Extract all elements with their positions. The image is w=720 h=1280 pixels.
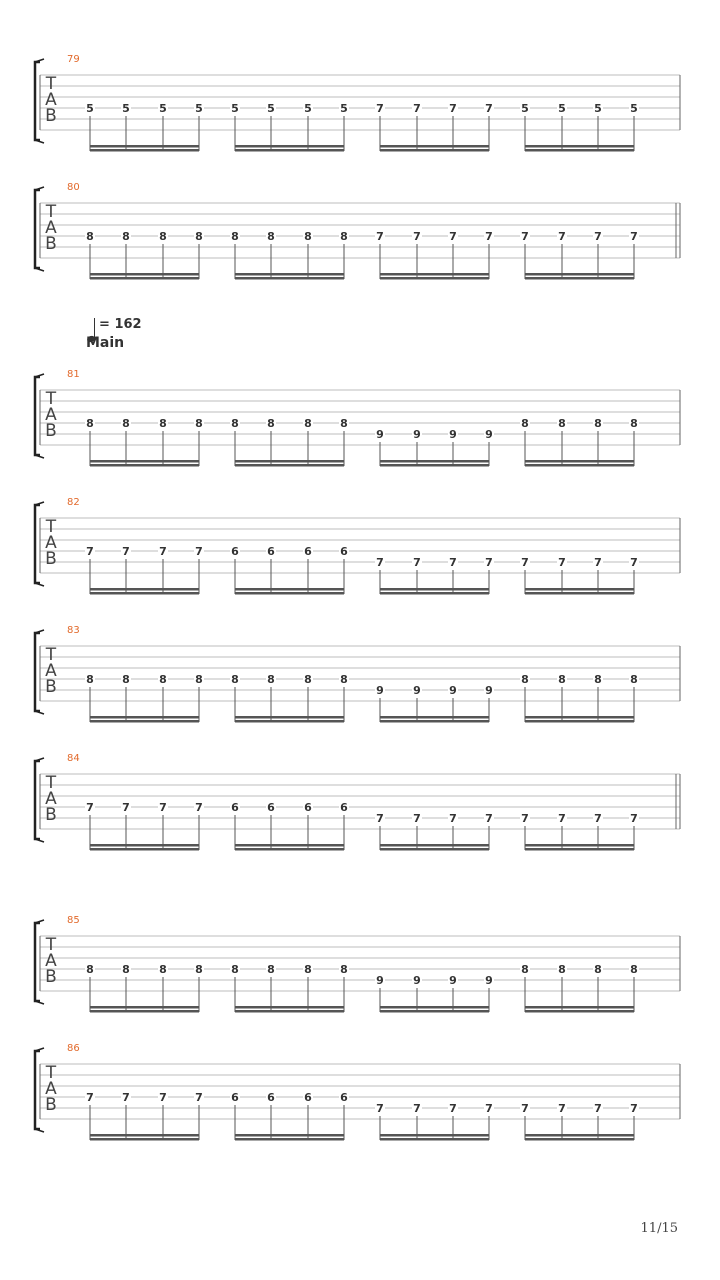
tab-clef-letter: A bbox=[45, 1079, 57, 1099]
fret-number: 7 bbox=[86, 545, 94, 558]
fret-number: 7 bbox=[413, 230, 421, 243]
beam-secondary bbox=[525, 277, 634, 280]
beam-secondary bbox=[235, 464, 344, 467]
fret-number: 7 bbox=[449, 1102, 457, 1115]
beam-primary bbox=[380, 588, 489, 591]
fret-number: 5 bbox=[267, 102, 275, 115]
beam-secondary bbox=[525, 149, 634, 152]
fret-number: 8 bbox=[86, 963, 94, 976]
fret-number: 6 bbox=[304, 1091, 312, 1104]
fret-number: 8 bbox=[122, 963, 130, 976]
fret-number: 5 bbox=[86, 102, 94, 115]
tab-system bbox=[35, 182, 680, 280]
beam-primary bbox=[235, 145, 344, 148]
beam-primary bbox=[525, 716, 634, 719]
fret-number: 8 bbox=[267, 230, 275, 243]
tab-system bbox=[35, 753, 680, 851]
fret-number: 8 bbox=[86, 417, 94, 430]
fret-number: 7 bbox=[122, 1091, 130, 1104]
tab-clef-letter: A bbox=[45, 951, 57, 971]
fret-number: 8 bbox=[86, 230, 94, 243]
fret-number: 7 bbox=[521, 230, 529, 243]
fret-number: 5 bbox=[594, 102, 602, 115]
fret-number: 7 bbox=[558, 556, 566, 569]
beam-secondary bbox=[525, 464, 634, 467]
fret-number: 5 bbox=[231, 102, 239, 115]
beam-secondary bbox=[90, 848, 199, 851]
beam-primary bbox=[90, 460, 199, 463]
fret-number: 7 bbox=[521, 812, 529, 825]
fret-number: 7 bbox=[521, 1102, 529, 1115]
fret-number: 7 bbox=[594, 1102, 602, 1115]
fret-number: 7 bbox=[376, 556, 384, 569]
beam-secondary bbox=[235, 149, 344, 152]
fret-number: 6 bbox=[340, 1091, 348, 1104]
fret-number: 8 bbox=[231, 673, 239, 686]
beam-primary bbox=[380, 460, 489, 463]
tab-clef-letter: B bbox=[45, 677, 57, 697]
tab-clef-letter: A bbox=[45, 661, 57, 681]
beam-secondary bbox=[525, 1138, 634, 1141]
beam-secondary bbox=[380, 592, 489, 595]
fret-number: 8 bbox=[630, 417, 638, 430]
fret-number: 8 bbox=[304, 673, 312, 686]
fret-number: 8 bbox=[231, 230, 239, 243]
beam-primary bbox=[380, 145, 489, 148]
fret-number: 8 bbox=[267, 963, 275, 976]
fret-number: 9 bbox=[376, 974, 384, 987]
fret-number: 7 bbox=[558, 230, 566, 243]
fret-number: 8 bbox=[304, 417, 312, 430]
measure-number: 83 bbox=[67, 625, 80, 636]
beam-primary bbox=[380, 844, 489, 847]
measure-number: 85 bbox=[67, 915, 80, 926]
fret-number: 8 bbox=[594, 963, 602, 976]
fret-number: 8 bbox=[558, 673, 566, 686]
tempo-bpm: 162 bbox=[114, 317, 142, 332]
tab-clef-letter: B bbox=[45, 805, 57, 825]
tab-clef-letter: T bbox=[45, 517, 57, 537]
tab-system bbox=[35, 625, 680, 723]
fret-number: 7 bbox=[413, 102, 421, 115]
fret-number: 6 bbox=[267, 801, 275, 814]
beam-primary bbox=[235, 588, 344, 591]
fret-number: 7 bbox=[485, 1102, 493, 1115]
fret-number: 8 bbox=[630, 963, 638, 976]
tab-clef-letter: B bbox=[45, 1095, 57, 1115]
system-bracket bbox=[35, 1051, 40, 1129]
beam-secondary bbox=[235, 277, 344, 280]
beam-secondary bbox=[235, 720, 344, 723]
fret-number: 9 bbox=[485, 684, 493, 697]
fret-number: 7 bbox=[449, 230, 457, 243]
tab-clef-letter: B bbox=[45, 967, 57, 987]
fret-number: 9 bbox=[413, 974, 421, 987]
tab-clef-letter: B bbox=[45, 549, 57, 569]
beam-secondary bbox=[380, 277, 489, 280]
fret-number: 7 bbox=[86, 1091, 94, 1104]
fret-number: 5 bbox=[195, 102, 203, 115]
fret-number: 8 bbox=[195, 963, 203, 976]
fret-number: 9 bbox=[413, 428, 421, 441]
fret-number: 6 bbox=[304, 801, 312, 814]
measure-number: 81 bbox=[67, 369, 80, 380]
fret-number: 7 bbox=[485, 812, 493, 825]
fret-number: 8 bbox=[159, 230, 167, 243]
beam-secondary bbox=[380, 1010, 489, 1013]
beam-secondary bbox=[90, 720, 199, 723]
tab-clef-letter: T bbox=[45, 202, 57, 222]
fret-number: 7 bbox=[413, 556, 421, 569]
tab-system bbox=[35, 915, 680, 1013]
beam-secondary bbox=[525, 848, 634, 851]
fret-number: 7 bbox=[122, 801, 130, 814]
fret-number: 8 bbox=[340, 673, 348, 686]
fret-number: 9 bbox=[449, 684, 457, 697]
tab-clef-letter: A bbox=[45, 533, 57, 553]
fret-number: 7 bbox=[159, 801, 167, 814]
fret-number: 5 bbox=[304, 102, 312, 115]
fret-number: 9 bbox=[376, 428, 384, 441]
fret-number: 7 bbox=[449, 556, 457, 569]
fret-number: 7 bbox=[376, 812, 384, 825]
fret-number: 7 bbox=[485, 102, 493, 115]
fret-number: 7 bbox=[86, 801, 94, 814]
fret-number: 7 bbox=[376, 230, 384, 243]
tab-clef-letter: T bbox=[45, 773, 57, 793]
beam-secondary bbox=[235, 848, 344, 851]
beam-primary bbox=[525, 844, 634, 847]
system-bracket bbox=[35, 62, 40, 140]
fret-number: 7 bbox=[413, 812, 421, 825]
beam-secondary bbox=[90, 1138, 199, 1141]
fret-number: 7 bbox=[630, 1102, 638, 1115]
beam-primary bbox=[235, 273, 344, 276]
beam-secondary bbox=[90, 464, 199, 467]
beam-secondary bbox=[380, 848, 489, 851]
tab-clef-letter: T bbox=[45, 1063, 57, 1083]
fret-number: 5 bbox=[630, 102, 638, 115]
fret-number: 7 bbox=[449, 812, 457, 825]
fret-number: 9 bbox=[376, 684, 384, 697]
beam-secondary bbox=[90, 277, 199, 280]
fret-number: 8 bbox=[521, 417, 529, 430]
page-number: 11/15 bbox=[640, 1221, 678, 1236]
tab-clef-letter: B bbox=[45, 106, 57, 126]
fret-number: 8 bbox=[122, 673, 130, 686]
fret-number: 7 bbox=[630, 230, 638, 243]
fret-number: 8 bbox=[594, 673, 602, 686]
fret-number: 8 bbox=[195, 673, 203, 686]
measure-number: 84 bbox=[67, 753, 80, 764]
fret-number: 8 bbox=[122, 230, 130, 243]
fret-number: 8 bbox=[340, 230, 348, 243]
beam-secondary bbox=[90, 149, 199, 152]
fret-number: 6 bbox=[267, 1091, 275, 1104]
beam-primary bbox=[380, 1006, 489, 1009]
beam-primary bbox=[235, 844, 344, 847]
fret-number: 6 bbox=[304, 545, 312, 558]
tab-clef-letter: B bbox=[45, 421, 57, 441]
fret-number: 8 bbox=[340, 417, 348, 430]
beam-primary bbox=[90, 273, 199, 276]
fret-number: 7 bbox=[159, 1091, 167, 1104]
fret-number: 7 bbox=[485, 556, 493, 569]
fret-number: 7 bbox=[122, 545, 130, 558]
tab-clef-letter: A bbox=[45, 789, 57, 809]
fret-number: 7 bbox=[376, 1102, 384, 1115]
fret-number: 6 bbox=[340, 801, 348, 814]
fret-number: 7 bbox=[159, 545, 167, 558]
beam-secondary bbox=[90, 1010, 199, 1013]
fret-number: 7 bbox=[449, 102, 457, 115]
fret-number: 8 bbox=[195, 230, 203, 243]
fret-number: 5 bbox=[340, 102, 348, 115]
fret-number: 8 bbox=[521, 673, 529, 686]
tab-clef-letter: T bbox=[45, 389, 57, 409]
fret-number: 8 bbox=[159, 963, 167, 976]
fret-number: 7 bbox=[558, 812, 566, 825]
beam-primary bbox=[90, 588, 199, 591]
fret-number: 8 bbox=[594, 417, 602, 430]
beam-primary bbox=[90, 145, 199, 148]
fret-number: 8 bbox=[558, 963, 566, 976]
beam-primary bbox=[380, 1134, 489, 1137]
fret-number: 7 bbox=[594, 812, 602, 825]
beam-secondary bbox=[525, 592, 634, 595]
tab-system bbox=[35, 54, 680, 152]
fret-number: 8 bbox=[267, 417, 275, 430]
fret-number: 6 bbox=[231, 1091, 239, 1104]
fret-number: 7 bbox=[413, 1102, 421, 1115]
fret-number: 6 bbox=[340, 545, 348, 558]
fret-number: 9 bbox=[485, 428, 493, 441]
beam-primary bbox=[525, 588, 634, 591]
beam-primary bbox=[90, 716, 199, 719]
fret-number: 7 bbox=[376, 102, 384, 115]
fret-number: 8 bbox=[86, 673, 94, 686]
beam-primary bbox=[525, 1134, 634, 1137]
fret-number: 6 bbox=[267, 545, 275, 558]
fret-number: 7 bbox=[594, 556, 602, 569]
fret-number: 7 bbox=[195, 545, 203, 558]
fret-number: 5 bbox=[558, 102, 566, 115]
beam-secondary bbox=[380, 1138, 489, 1141]
fret-number: 8 bbox=[159, 673, 167, 686]
fret-number: 8 bbox=[122, 417, 130, 430]
fret-number: 6 bbox=[231, 801, 239, 814]
beam-secondary bbox=[235, 1138, 344, 1141]
fret-number: 5 bbox=[521, 102, 529, 115]
fret-number: 7 bbox=[630, 812, 638, 825]
beam-primary bbox=[525, 273, 634, 276]
tab-clef-letter: A bbox=[45, 218, 57, 238]
measure-number: 86 bbox=[67, 1043, 80, 1054]
beam-primary bbox=[235, 460, 344, 463]
tab-system bbox=[35, 1043, 680, 1141]
system-bracket bbox=[35, 923, 40, 1001]
fret-number: 5 bbox=[159, 102, 167, 115]
tab-clef-letter: T bbox=[45, 935, 57, 955]
fret-number: 8 bbox=[231, 963, 239, 976]
fret-number: 7 bbox=[558, 1102, 566, 1115]
beam-primary bbox=[525, 460, 634, 463]
fret-number: 6 bbox=[231, 545, 239, 558]
beam-secondary bbox=[525, 1010, 634, 1013]
beam-secondary bbox=[235, 1010, 344, 1013]
fret-number: 7 bbox=[195, 1091, 203, 1104]
fret-number: 7 bbox=[594, 230, 602, 243]
system-bracket bbox=[35, 377, 40, 455]
tab-clef-letter: A bbox=[45, 405, 57, 425]
system-bracket bbox=[35, 633, 40, 711]
beam-primary bbox=[90, 844, 199, 847]
beam-secondary bbox=[380, 149, 489, 152]
fret-number: 5 bbox=[122, 102, 130, 115]
beam-secondary bbox=[90, 592, 199, 595]
tab-clef-letter: T bbox=[45, 645, 57, 665]
tab-clef-letter: A bbox=[45, 90, 57, 110]
beam-primary bbox=[235, 716, 344, 719]
beam-secondary bbox=[525, 720, 634, 723]
beam-primary bbox=[90, 1134, 199, 1137]
fret-number: 9 bbox=[413, 684, 421, 697]
system-bracket bbox=[35, 505, 40, 583]
fret-number: 8 bbox=[630, 673, 638, 686]
tempo-equals: = bbox=[99, 317, 110, 332]
system-bracket bbox=[35, 761, 40, 839]
tab-system bbox=[35, 497, 680, 595]
system-bracket bbox=[35, 190, 40, 268]
fret-number: 8 bbox=[231, 417, 239, 430]
beam-primary bbox=[525, 145, 634, 148]
tab-clef-letter: T bbox=[45, 74, 57, 94]
fret-number: 7 bbox=[195, 801, 203, 814]
measure-number: 79 bbox=[67, 54, 80, 65]
section-label: Main bbox=[86, 335, 125, 351]
fret-number: 9 bbox=[449, 974, 457, 987]
beam-secondary bbox=[380, 720, 489, 723]
beam-primary bbox=[90, 1006, 199, 1009]
fret-number: 8 bbox=[521, 963, 529, 976]
fret-number: 7 bbox=[485, 230, 493, 243]
beam-secondary bbox=[235, 592, 344, 595]
fret-number: 9 bbox=[485, 974, 493, 987]
measure-number: 80 bbox=[67, 182, 80, 193]
tempo-value bbox=[99, 317, 142, 332]
fret-number: 8 bbox=[267, 673, 275, 686]
beam-primary bbox=[235, 1006, 344, 1009]
fret-number: 7 bbox=[521, 556, 529, 569]
fret-number: 8 bbox=[159, 417, 167, 430]
fret-number: 8 bbox=[340, 963, 348, 976]
beam-secondary bbox=[380, 464, 489, 467]
fret-number: 8 bbox=[195, 417, 203, 430]
fret-number: 7 bbox=[630, 556, 638, 569]
tab-system bbox=[35, 369, 680, 467]
fret-number: 8 bbox=[304, 230, 312, 243]
fret-number: 8 bbox=[558, 417, 566, 430]
fret-number: 9 bbox=[449, 428, 457, 441]
beam-primary bbox=[380, 716, 489, 719]
beam-primary bbox=[380, 273, 489, 276]
beam-primary bbox=[525, 1006, 634, 1009]
tab-clef-letter: B bbox=[45, 234, 57, 254]
beam-primary bbox=[235, 1134, 344, 1137]
measure-number: 82 bbox=[67, 497, 80, 508]
fret-number: 8 bbox=[304, 963, 312, 976]
